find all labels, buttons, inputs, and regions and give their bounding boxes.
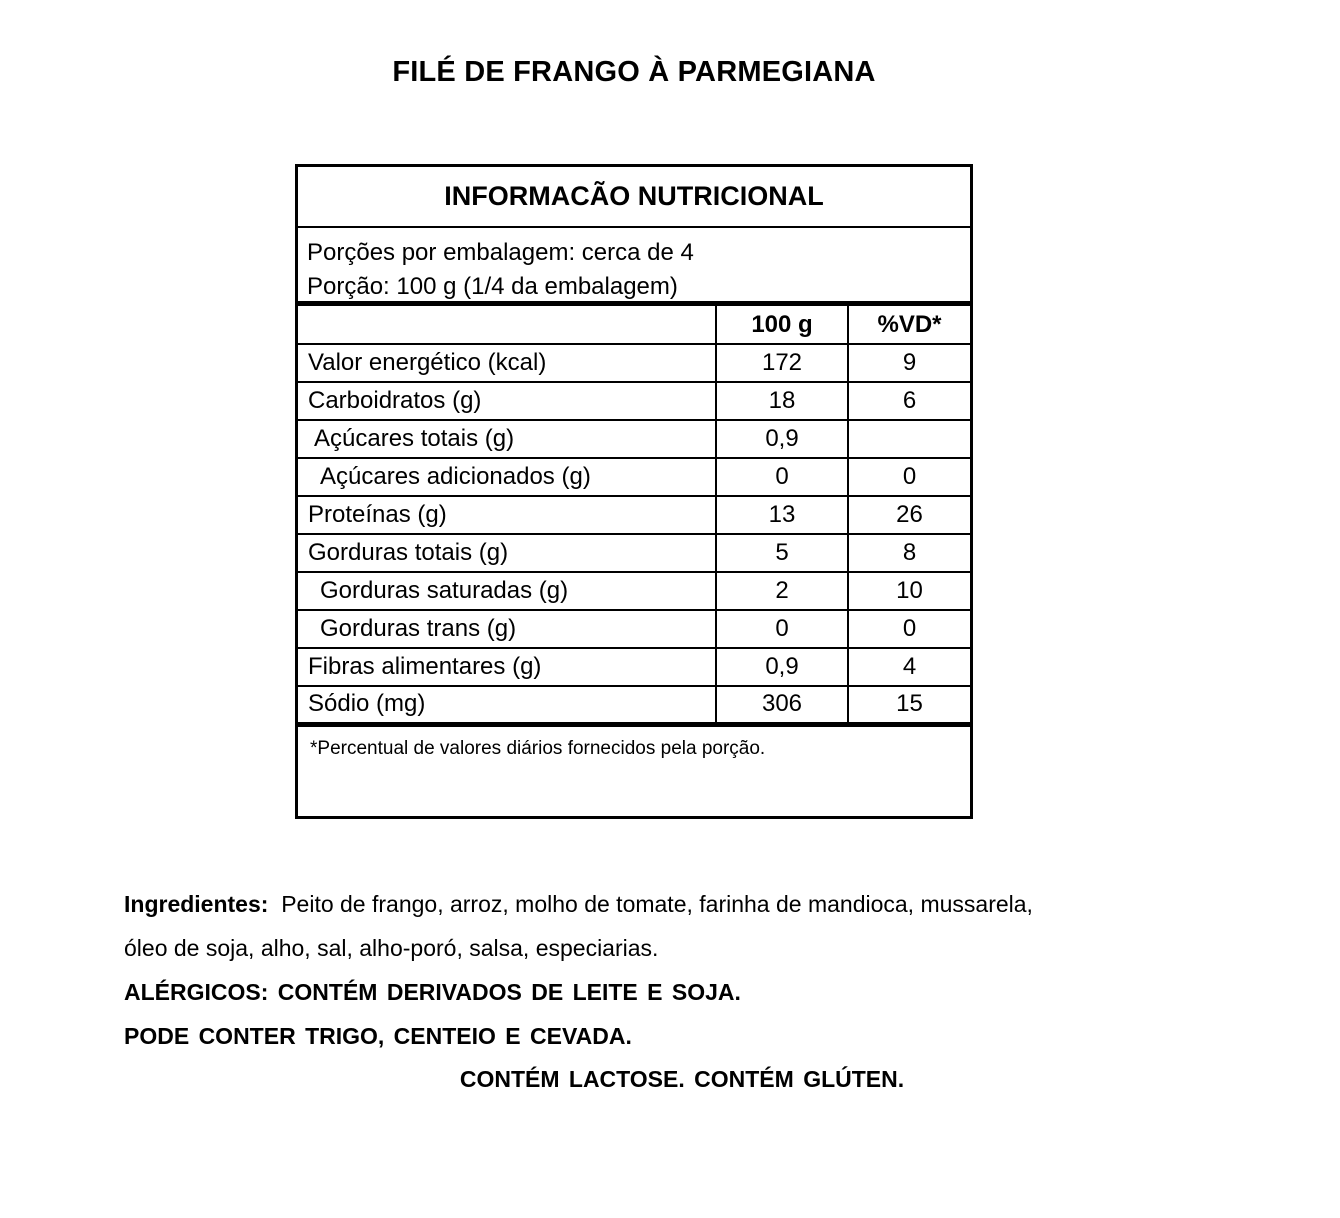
nutrient-name: Gorduras saturadas (g): [298, 572, 716, 610]
table-row: [298, 534, 970, 572]
nutrient-amount: 5: [716, 534, 848, 572]
serving-info: [298, 228, 970, 306]
nutrient-dv: 10: [848, 572, 970, 610]
ingredients-text-1: Peito de frango, arroz, molho de tomate, farinha de mandioca, mussarela,: [281, 891, 1033, 917]
nutrient-name: Fibras alimentares (g): [298, 648, 716, 686]
ingredients-text-2: óleo de soja, alho, sal, alho-poró, salsa, especiarias.: [124, 935, 659, 961]
nutrient-dv: 0: [848, 610, 970, 648]
ingredients-line-1: [124, 882, 1234, 926]
column-header-amount: 100 g: [716, 306, 848, 344]
nutrition-heading: INFORMACÃO NUTRICIONAL: [298, 167, 970, 228]
nutrient-amount: 0,9: [716, 420, 848, 458]
table-header-row: [298, 306, 970, 344]
nutrient-name: Gorduras trans (g): [298, 610, 716, 648]
table-row: [298, 458, 970, 496]
nutrient-amount: 18: [716, 382, 848, 420]
dv-footnote: *Percentual de valores diários fornecidos pela porção.: [310, 737, 766, 759]
table-row: [298, 344, 970, 382]
column-header-nutrient: [298, 306, 716, 344]
may-contain-warning: PODE CONTER TRIGO, CENTEIO E CEVADA.: [124, 1023, 632, 1049]
table-row: [298, 382, 970, 420]
nutrition-facts-table: [295, 164, 973, 819]
lactose-gluten-warning: CONTÉM LACTOSE. CONTÉM GLÚTEN.: [459, 1066, 905, 1092]
table-row: [298, 496, 970, 534]
nutrient-name: Açúcares adicionados (g): [298, 458, 716, 496]
table-row: [298, 610, 970, 648]
nutrient-amount: 2: [716, 572, 848, 610]
serving-size: Porção: 100 g (1/4 da embalagem): [307, 273, 678, 300]
nutrient-name: Proteínas (g): [298, 496, 716, 534]
nutrient-amount: 306: [716, 686, 848, 724]
nutrient-dv: 6: [848, 382, 970, 420]
nutrient-dv: 0: [848, 458, 970, 496]
nutrient-amount: 0,9: [716, 648, 848, 686]
nutrient-name: Carboidratos (g): [298, 382, 716, 420]
nutrient-dv: [848, 420, 970, 458]
table-row: [298, 648, 970, 686]
product-title: FILÉ DE FRANGO À PARMEGIANA: [392, 56, 876, 88]
column-header-dv: %VD*: [848, 306, 970, 344]
nutrient-name: Valor energético (kcal): [298, 344, 716, 382]
nutrient-dv: 9: [848, 344, 970, 382]
ingredients-section: [124, 882, 1234, 1058]
table-row: [298, 572, 970, 610]
nutrient-amount: 0: [716, 458, 848, 496]
nutrient-name: Sódio (mg): [298, 686, 716, 724]
nutrient-name: Gorduras totais (g): [298, 534, 716, 572]
nutrient-dv: 15: [848, 686, 970, 724]
nutrient-name: Açúcares totais (g): [298, 420, 716, 458]
nutrient-dv: 4: [848, 648, 970, 686]
nutrient-amount: 13: [716, 496, 848, 534]
table-row: [298, 686, 970, 724]
servings-per-package: Porções por embalagem: cerca de 4: [307, 239, 694, 266]
ingredients-label: Ingredientes:: [124, 891, 269, 917]
table-row: [298, 420, 970, 458]
nutrient-table: [298, 306, 970, 727]
nutrient-dv: 26: [848, 496, 970, 534]
nutrient-amount: 172: [716, 344, 848, 382]
nutrient-amount: 0: [716, 610, 848, 648]
nutrient-dv: 8: [848, 534, 970, 572]
allergens-warning: ALÉRGICOS: CONTÉM DERIVADOS DE LEITE E SOJA.: [124, 979, 741, 1005]
